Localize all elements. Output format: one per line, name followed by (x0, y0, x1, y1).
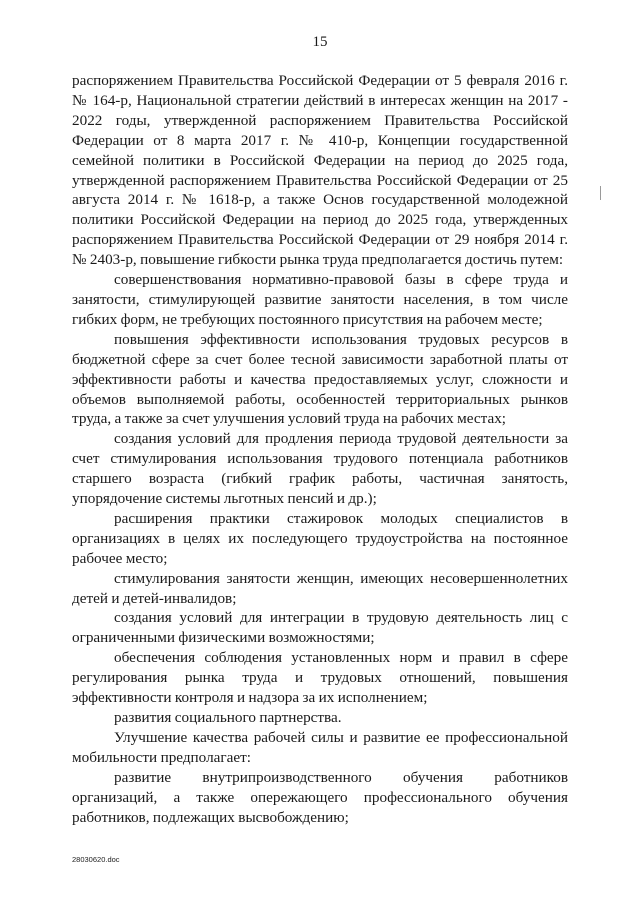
margin-mark (600, 186, 601, 200)
footer-filename: 28030620.doc (72, 855, 120, 864)
paragraph: создания условий для интеграции в трудовую деятельность лиц с ограниченными физическими возможностями; (72, 609, 568, 647)
paragraph: расширения практики стажировок молодых специалистов в организациях в целях их последующего трудоустройства на постоянное рабочее место; (72, 509, 568, 567)
paragraph: развитие внутрипроизводственного обучения работников организаций, а также опережающего профессионального обучения работников, подлежащих высвобождению; (72, 768, 568, 826)
paragraph: совершенствования нормативно-правовой базы в сфере труда и занятости, стимулирующей развитие занятости населения, в том числе гибких форм, не требующих постоянного присутствия на рабочем месте; (72, 271, 568, 328)
paragraph: создания условий для продления периода трудовой деятельности за счет стимулирования использования трудового потенциала работников старшего возраста (гибкий график работы, частичная занятость, упорядочение системы льготных пенсий и др.); (72, 430, 568, 508)
paragraph: развития социального партнерства. (114, 709, 342, 726)
paragraph: распоряжением Правительства Российской Федерации от 5 февраля 2016 г. № 164-р, Национальной стратегии действий в интересах женщин на 2017 - 2022 годы, утвержденной распоряжением Правительства Российской Федерации от 8 марта 2017 г. № 410-р, Концепции государственной семейной политики в Российской Федерации на период до 2025 года, утвержденной распоряжением Правительства Российской Федерации от 25 августа 2014 г. № 1618-р, а также Основ государственной молодежной политики Российской Федерации на период до 2025 года, утвержденных распоряжением Правительства Российской Федерации от 29 ноября 2014 г. № 2403-р, повышение гибкости рынка труда предполагается достичь путем: (72, 72, 568, 269)
paragraph: повышения эффективности использования трудовых ресурсов в бюджетной сфере за счет более тесной зависимости заработной платы от эффективности работы и качества предоставляемых услуг, сложности и объемов выполняемой работы, особенностей территориальных рынков труда, а также за счет улучшения условий труда на рабочих местах; (72, 330, 568, 428)
page-number: 15 (312, 34, 328, 50)
paragraph: Улучшение качества рабочей силы и развитие ее профессиональной мобильности предполагает: (72, 728, 568, 766)
paragraph: стимулирования занятости женщин, имеющих несовершеннолетних детей и детей-инвалидов; (72, 569, 568, 607)
body-text (72, 71, 568, 827)
paragraph: обеспечения соблюдения установленных норм и правил в сфере регулирования рынка труда и трудовых отношений, повышения эффективности контроля и надзора за их исполнением; (72, 649, 568, 707)
